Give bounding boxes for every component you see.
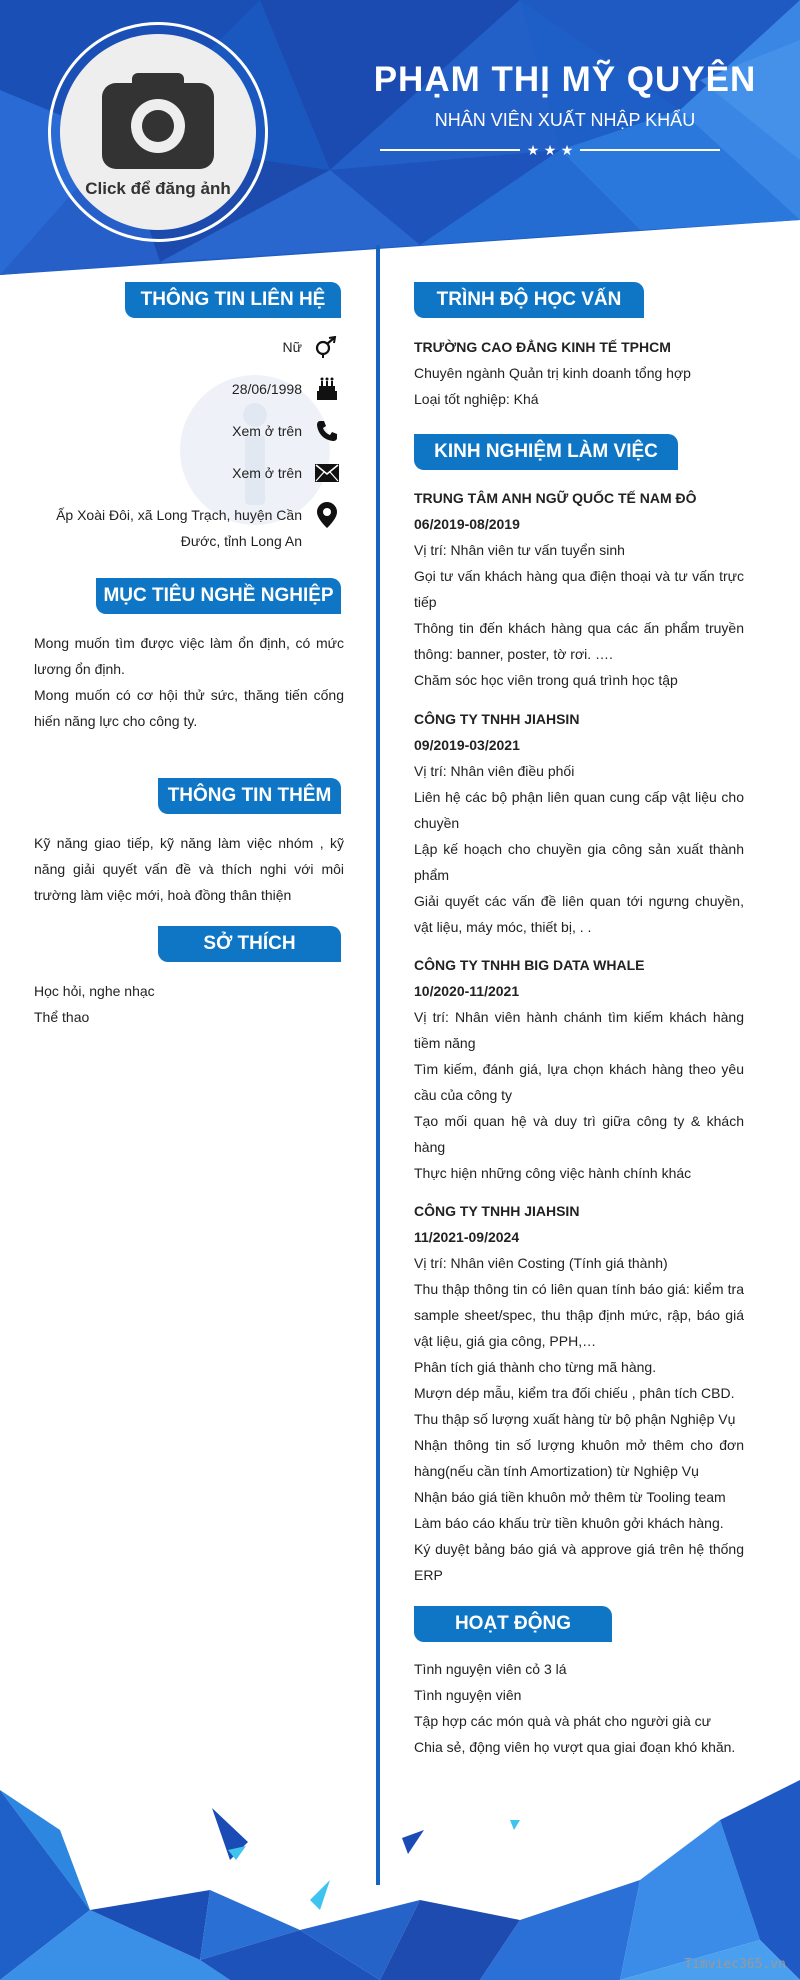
job-line: Tìm kiếm, đánh giá, lựa chọn khách hàng theo yêu cầu của công ty bbox=[414, 1061, 744, 1103]
education-heading: TRÌNH ĐỘ HỌC VẤN bbox=[414, 282, 644, 318]
contact-heading: THÔNG TIN LIÊN HỆ bbox=[125, 282, 341, 318]
job-line: Vị trí: Nhân viên tư vấn tuyển sinh bbox=[414, 542, 625, 558]
candidate-job-title: NHÂN VIÊN XUẤT NHẬP KHẨU bbox=[434, 110, 696, 130]
hobby-item: Học hỏi, nghe nhạc bbox=[34, 983, 155, 999]
camera-icon bbox=[102, 73, 214, 169]
site-watermark: Timviec365.vn bbox=[684, 1957, 786, 1972]
header-banner bbox=[0, 0, 800, 280]
objective-heading: MỤC TIÊU NGHỀ NGHIỆP bbox=[96, 578, 341, 614]
birthday-value: 28/06/1998 bbox=[231, 381, 302, 397]
contact-email bbox=[232, 460, 342, 486]
job-company: TRUNG TÂM ANH NGỮ QUỐC TẾ NAM ĐÔ bbox=[414, 490, 697, 506]
svg-text:★ ★ ★: ★ ★ ★ bbox=[526, 143, 574, 159]
job-line: Vị trí: Nhân viên điều phối bbox=[414, 763, 575, 779]
job-line: Nhận thông tin số lượng khuôn mở thêm cho đơn hàng(nếu cần tính Amortization) từ Nghiệp Vụ bbox=[414, 1437, 744, 1479]
phone-icon bbox=[312, 418, 342, 444]
contact-address bbox=[56, 502, 342, 554]
job-line: Thu thập số lượng xuất hàng từ bộ phận Nghiệp Vụ bbox=[414, 1411, 736, 1427]
footer-background bbox=[0, 1760, 800, 1980]
activity-item: Chia sẻ, động viên họ vượt qua giai đoạn khó khăn. bbox=[414, 1739, 736, 1755]
avatar-upload[interactable] bbox=[60, 34, 256, 230]
job-line: Thực hiện những công việc hành chính khác bbox=[414, 1165, 692, 1181]
job-line: Chăm sóc học viên trong quá trình học tập bbox=[414, 672, 678, 688]
hobbies-list bbox=[34, 978, 344, 1030]
contact-gender bbox=[283, 334, 342, 360]
contact-birthday bbox=[232, 376, 342, 402]
activity-item: Tình nguyện viên cỏ 3 lá bbox=[414, 1661, 567, 1677]
education-major: Chuyên ngành Quản trị kinh doanh tổng hợp bbox=[414, 365, 691, 381]
job-line: Vị trí: Nhân viên hành chánh tìm kiếm khách hàng tiềm năng bbox=[414, 1009, 744, 1051]
job-line: Thu thập thông tin có liên quan tính báo giá: kiểm tra sample sheet/spec, thu thập định mức, rập, báo giá vật liệu, giá gia công, PPH,… bbox=[414, 1281, 744, 1349]
email-value: Xem ở trên bbox=[232, 465, 302, 481]
job-line: Liên hệ các bộ phận liên quan cung cấp vật liệu cho chuyền bbox=[414, 789, 744, 831]
job-entry bbox=[414, 485, 744, 693]
job-company: CÔNG TY TNHH JIAHSIN bbox=[414, 1203, 580, 1219]
job-line: Gọi tư vấn khách hàng qua điện thoại và tư vấn trực tiếp bbox=[414, 568, 744, 610]
education-block bbox=[414, 334, 744, 412]
column-divider bbox=[376, 245, 380, 1885]
additional-heading: THÔNG TIN THÊM bbox=[158, 778, 341, 814]
job-line: Thông tin đến khách hàng qua các ấn phẩm truyền thông: banner, poster, tờ rơi. …. bbox=[414, 620, 744, 662]
job-entry bbox=[414, 1198, 744, 1588]
job-company: CÔNG TY TNHH JIAHSIN bbox=[414, 711, 580, 727]
job-line: Phân tích giá thành cho từng mã hàng. bbox=[414, 1359, 657, 1375]
avatar-ring bbox=[48, 22, 268, 242]
footer-decoration bbox=[0, 1760, 800, 1980]
cake-icon bbox=[312, 376, 342, 402]
job-entry bbox=[414, 952, 744, 1186]
mail-icon bbox=[312, 460, 342, 486]
experience-heading: KINH NGHIỆM LÀM VIỆC bbox=[414, 434, 678, 470]
activity-item: Tình nguyện viên bbox=[414, 1687, 522, 1703]
gender-value: Nữ bbox=[282, 339, 302, 355]
hobby-item: Thể thao bbox=[34, 1009, 90, 1025]
education-grade: Loại tốt nghiệp: Khá bbox=[414, 391, 539, 407]
objective-line: Mong muốn tìm được việc làm ổn định, có mức lương ổn định. bbox=[34, 635, 344, 677]
location-icon bbox=[312, 502, 342, 528]
job-line: Giải quyết các vấn đề liên quan tới ngưng chuyền, vật liệu, máy móc, thiết bị, . . bbox=[414, 893, 744, 935]
job-line: Mượn dép mẫu, kiểm tra đối chiếu , phân tích CBD. bbox=[414, 1385, 735, 1401]
job-date: 09/2019-03/2021 bbox=[414, 737, 520, 753]
job-line: Vị trí: Nhân viên Costing (Tính giá thành) bbox=[414, 1255, 668, 1271]
job-date: 10/2020-11/2021 bbox=[414, 983, 520, 999]
gender-icon bbox=[312, 334, 342, 360]
activities-list bbox=[414, 1656, 744, 1760]
job-date: 06/2019-08/2019 bbox=[414, 516, 520, 532]
address-line-1: Ấp Xoài Đôi, xã Long Trạch, huyện Cần bbox=[56, 507, 302, 523]
job-entry bbox=[414, 706, 744, 940]
hobbies-heading: SỞ THÍCH bbox=[158, 926, 341, 962]
job-line: Tạo mối quan hệ và duy trì giữa công ty & khách hàng bbox=[414, 1113, 744, 1155]
job-line: Làm báo cáo khấu trừ tiền khuôn gởi khách hàng. bbox=[414, 1515, 724, 1531]
job-line: Ký duyệt bảng báo giá và approve giá trên hệ thống ERP bbox=[414, 1541, 744, 1583]
job-line: Lập kế hoạch cho chuyền gia công sản xuất thành phẩm bbox=[414, 841, 744, 883]
job-company: CÔNG TY TNHH BIG DATA WHALE bbox=[414, 957, 645, 973]
address-line-2: Đước, tỉnh Long An bbox=[180, 533, 302, 549]
job-line: Nhận báo giá tiền khuôn mở thêm từ Tooling team bbox=[414, 1489, 726, 1505]
objective-text bbox=[34, 630, 344, 734]
avatar-label: Click để đăng ảnh bbox=[85, 179, 231, 198]
activities-heading: HOẠT ĐỘNG bbox=[414, 1606, 612, 1642]
candidate-name: PHẠM THỊ MỸ QUYÊN bbox=[373, 60, 757, 99]
objective-line: Mong muốn có cơ hội thử sức, thăng tiến cống hiến năng lực cho công ty. bbox=[34, 687, 344, 729]
activity-item: Tập hợp các món quà và phát cho người già cư bbox=[414, 1713, 712, 1729]
additional-text bbox=[34, 830, 344, 908]
phone-value: Xem ở trên bbox=[232, 423, 302, 439]
contact-phone bbox=[232, 418, 342, 444]
school-name: TRƯỜNG CAO ĐẲNG KINH TẾ TPHCM bbox=[414, 339, 671, 355]
stars-divider bbox=[380, 140, 720, 160]
additional-line: Kỹ năng giao tiếp, kỹ năng làm việc nhóm , kỹ năng giải quyết vấn đề và thích nghi với môi trường làm việc mới, hoà đồng thân thiện bbox=[34, 835, 344, 903]
address-value bbox=[56, 502, 302, 554]
job-date: 11/2021-09/2024 bbox=[414, 1229, 520, 1245]
